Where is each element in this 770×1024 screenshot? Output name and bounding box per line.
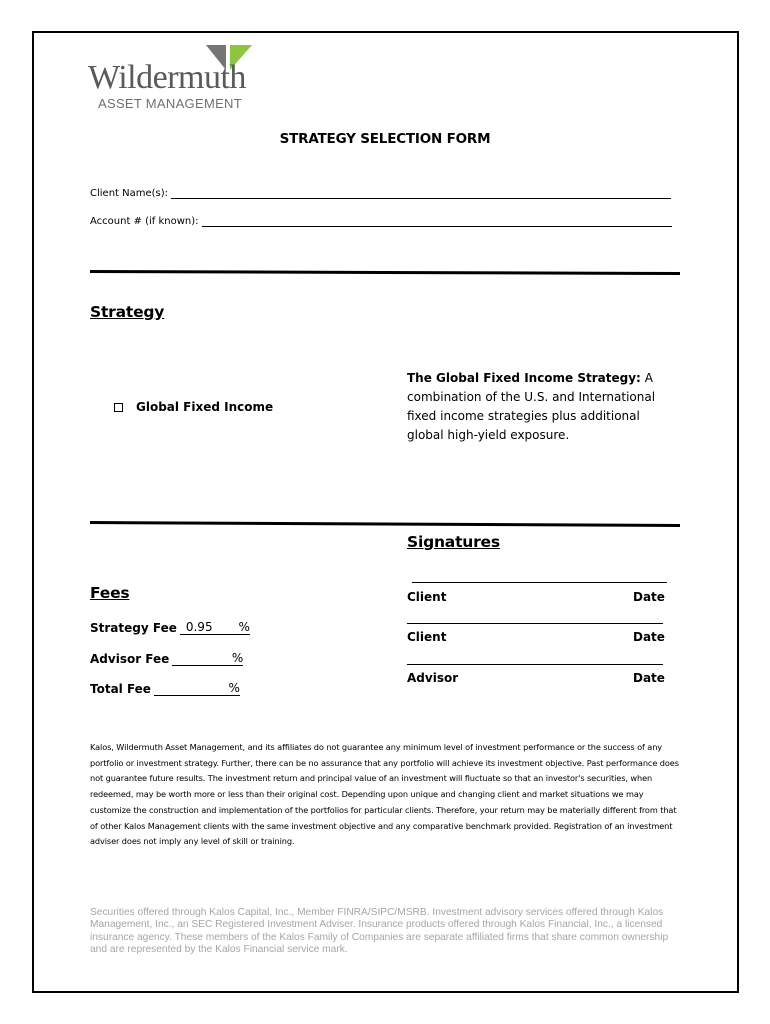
- signature-date-client-1: Date: [633, 590, 665, 604]
- logo-wordmark: Wildermuth: [88, 59, 246, 96]
- total-fee-label: Total Fee: [90, 682, 151, 696]
- signatures-heading: Signatures: [407, 533, 500, 551]
- total-fee-input[interactable]: [154, 681, 240, 696]
- strategy-fee-percent: %: [238, 620, 250, 634]
- client-names-label: Client Name(s):: [90, 188, 169, 199]
- signature-line-client-2[interactable]: [407, 623, 663, 624]
- section-divider-top: [90, 269, 680, 277]
- total-fee-row: [90, 681, 240, 696]
- signature-label-advisor: Advisor: [407, 671, 459, 685]
- global-fixed-income-option[interactable]: [114, 400, 273, 414]
- strategy-description-title: The Global Fixed Income Strategy:: [407, 371, 641, 385]
- section-divider-middle: [90, 519, 680, 529]
- strategy-heading: Strategy: [90, 303, 165, 321]
- signature-date-client-2: Date: [633, 630, 665, 644]
- advisor-fee-row: [90, 651, 243, 666]
- global-fixed-income-label: Global Fixed Income: [136, 400, 274, 414]
- account-number-blank[interactable]: [202, 216, 672, 227]
- strategy-fee-value: 0.95: [185, 620, 213, 634]
- signature-line-advisor[interactable]: [407, 664, 663, 665]
- form-title: STRATEGY SELECTION FORM: [279, 131, 491, 147]
- checkbox-icon[interactable]: [114, 403, 123, 412]
- disclaimer-text: Kalos, Wildermuth Asset Management, and its affiliates do not guarantee any minimum level of investment performance or the success of any portfolio or investment strategy. Further, there can be no assurance that any portfolio will achieve its investment objective. Past performance does not guarantee future results. The investment return and principal value of an investment will fluctuate so that an investor's securities, when redeemed, may be worth more or less than their original cost. Depending upon unique and changing client and market situations we may customize the construction and implementation of the portfolios for particular clients. Therefore, your return may be materially different from that of other Kalos Management clients with the same investment objective and any comparative benchmark provided. Registration of an investment adviser does not imply any level of skill or training.: [90, 742, 679, 847]
- securities-notice: Securities offered through Kalos Capital, Inc., Member FINRA/SIPC/MSRB. Investment advisory services offered through Kalos Management, Inc., an SEC Registered Investment Adviser. Insurance products offered through Kalos Financial, Inc., a licensed insurance agency. These members of the Kalos Family of Companies are separate affiliated firms that share common ownership and are represented by the Kalos Financial service mark.: [90, 907, 669, 956]
- advisor-fee-input[interactable]: [172, 651, 243, 666]
- strategy-fee-label: Strategy Fee: [90, 621, 177, 635]
- signature-label-client-1: Client: [407, 590, 447, 604]
- account-number-field[interactable]: [90, 216, 672, 227]
- client-names-blank[interactable]: [171, 188, 671, 199]
- advisor-fee-percent: %: [231, 651, 244, 665]
- logo-subtitle: ASSET MANAGEMENT: [98, 96, 242, 111]
- fees-heading: Fees: [90, 584, 130, 602]
- strategy-description-text: A combination of the U.S. and International fixed income strategies plus additional global high-yield exposure.: [407, 371, 656, 442]
- total-fee-percent: %: [228, 681, 240, 695]
- client-names-field[interactable]: [90, 188, 671, 199]
- strategy-fee-row: [90, 620, 250, 635]
- strategy-fee-input[interactable]: [180, 620, 250, 635]
- signature-date-advisor: Date: [633, 671, 665, 685]
- advisor-fee-label: Advisor Fee: [90, 652, 170, 666]
- signature-line-client-1[interactable]: [412, 582, 667, 583]
- strategy-description: [407, 369, 677, 445]
- account-number-label: Account # (if known):: [90, 216, 199, 227]
- company-logo: [88, 45, 258, 115]
- signature-label-client-2: Client: [407, 630, 447, 644]
